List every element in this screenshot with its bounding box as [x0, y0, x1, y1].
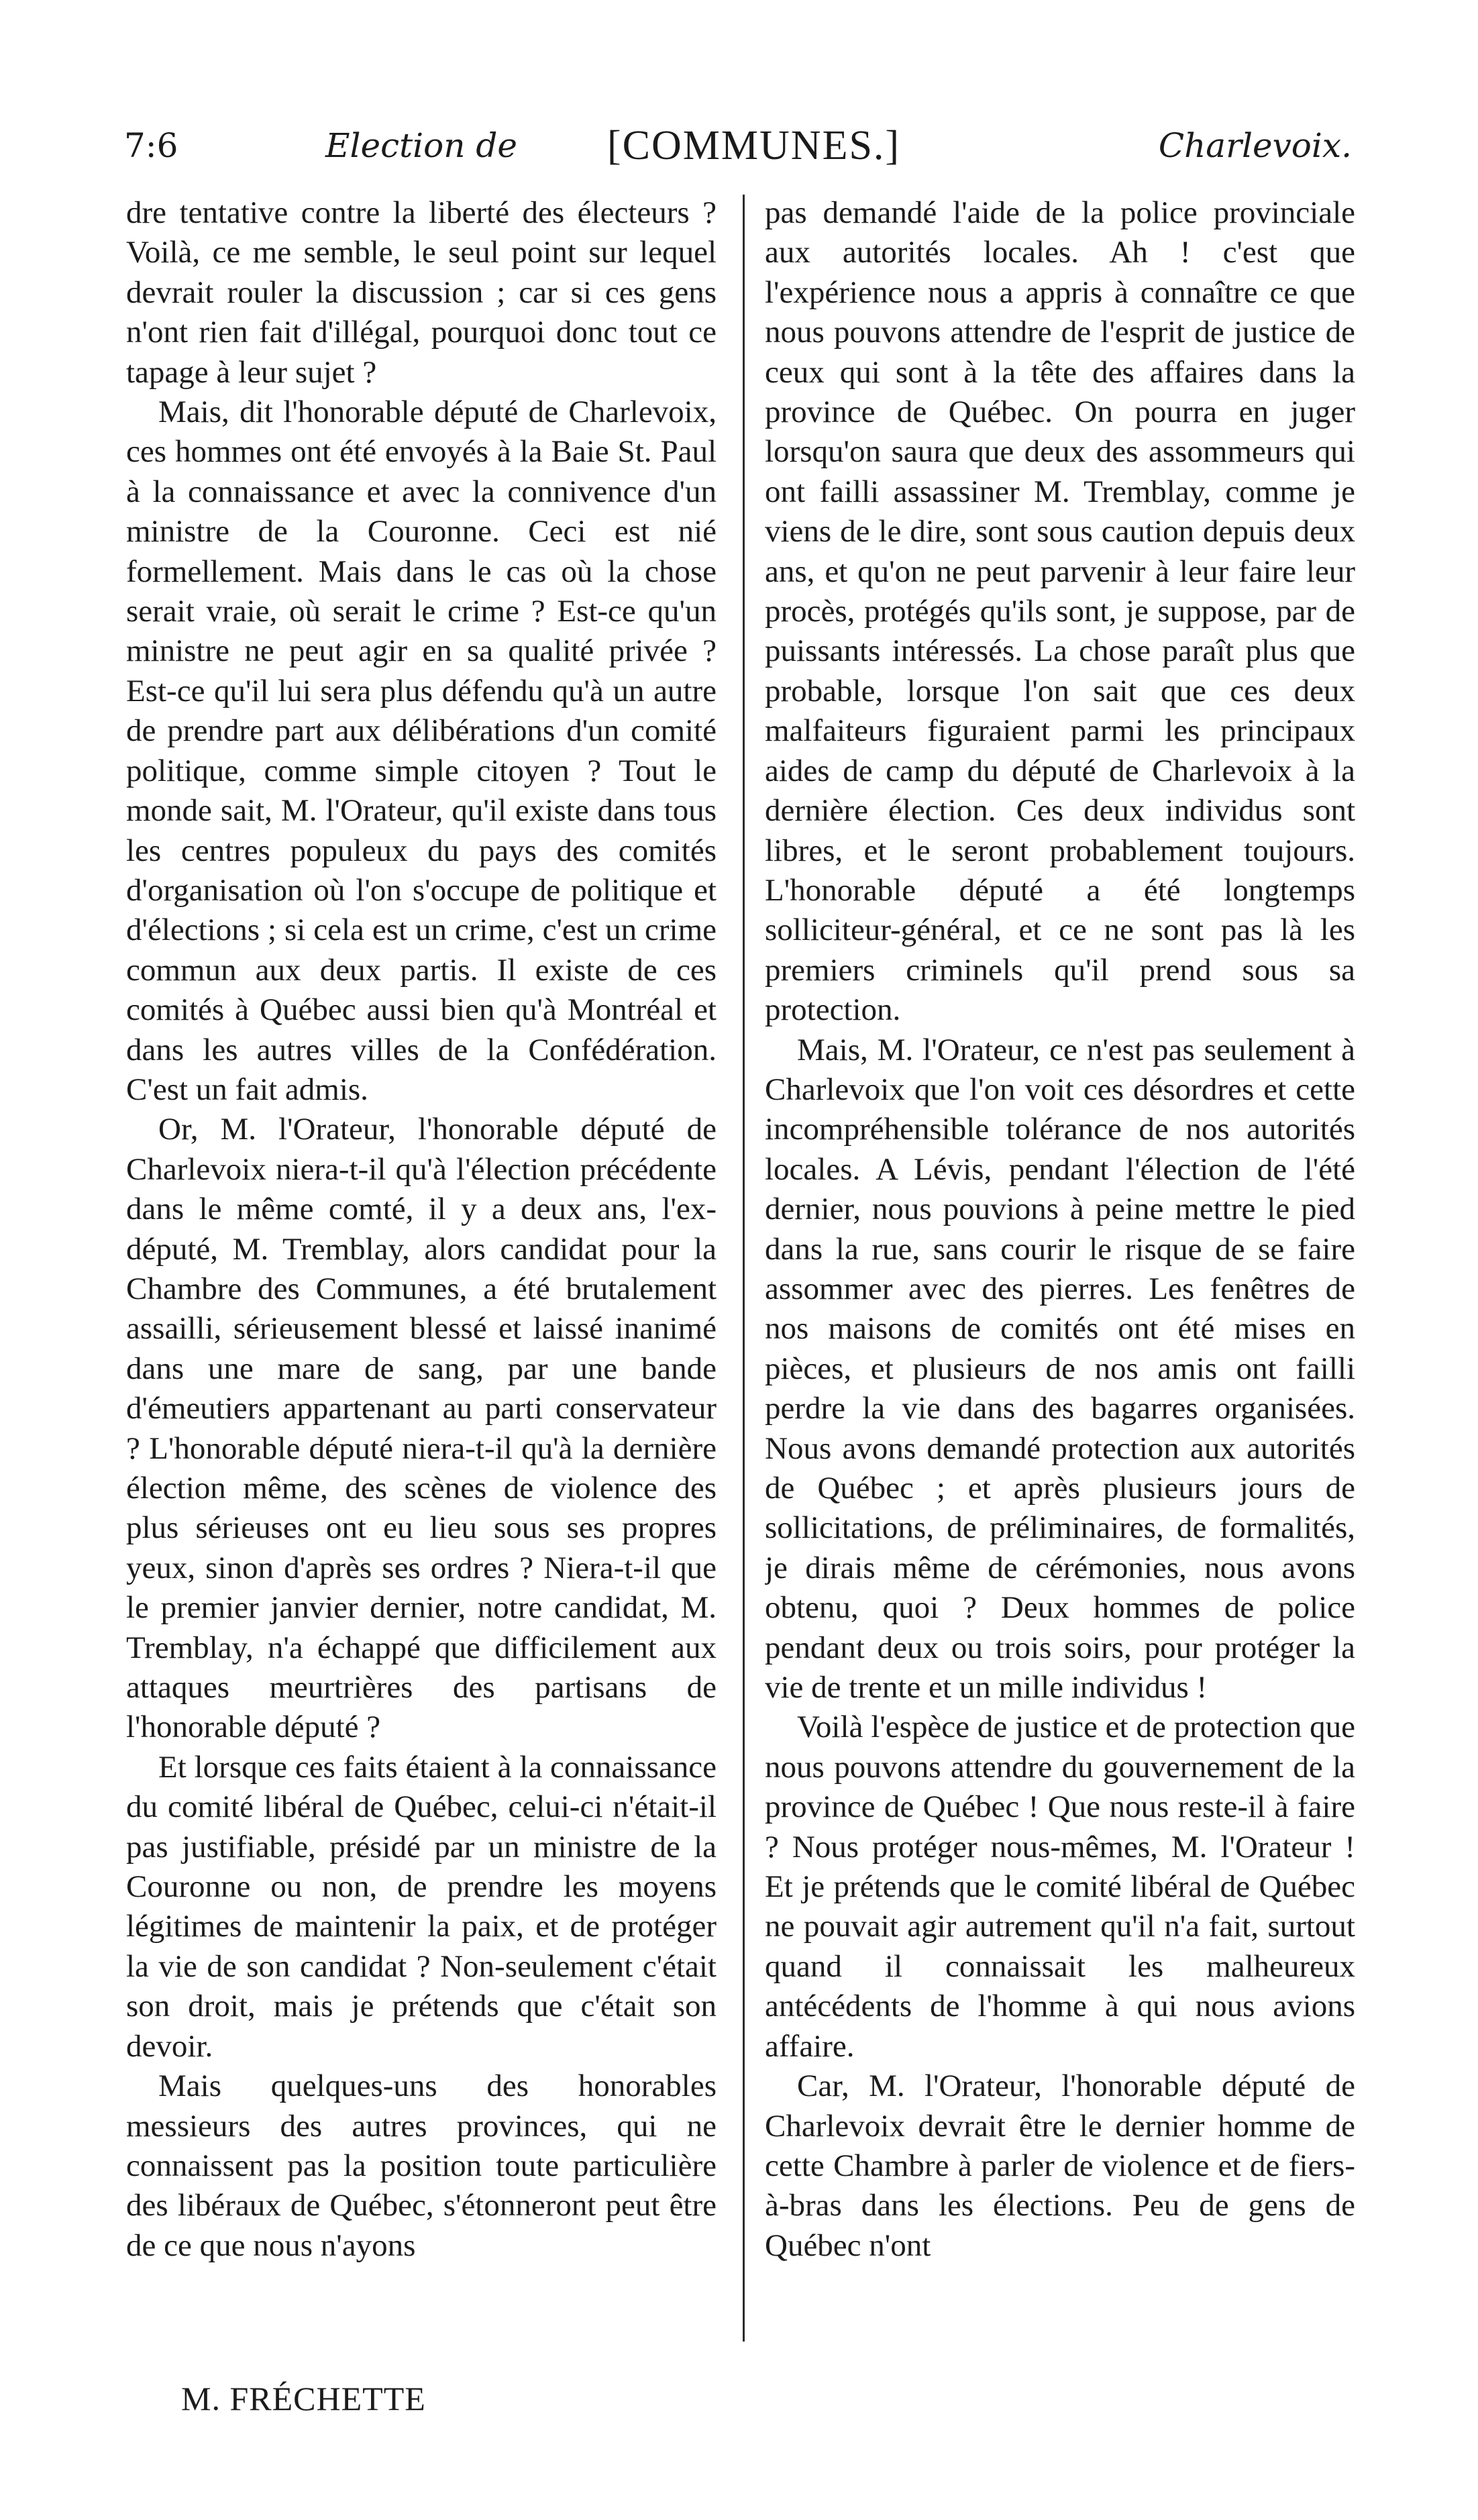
paragraph: Mais, M. l'Orateur, ce n'est pas seulement à Charlevoix que l'on voit ces désordres et cette incompréhensible tolérance de nos autorités locales. A Lévis, pendant l'élection de l'été dernier, nous pouvions à peine mettre le pied dans la rue, sans courir le risque de se faire assommer avec des pierres. Les fenêtres de nos maisons de comités ont été mises en pièces, et plusieurs de nos amis ont failli perdre la vie dans des bagarres organisées. Nous avons demandé protection aux autorités de Québec ; et après plusieurs jours de sollicitations, de préliminaires, de formalités, je dirais même de cérémonies, nous avons obtenu, quoi ? Deux hommes de police pendant deux ou trois soirs, pour protéger la vie de trente et un mille individus !: [765, 1032, 1355, 1705]
paragraph: Mais, dit l'honorable député de Charlevoix, ces hommes ont été envoyés à la Baie St. Paul à la connaissance et avec la connivence d'un ministre de la Couronne. Ceci est nié formellement. Mais dans le cas où la chose serait vraie, où serait le crime ? Est-ce qu'un ministre ne peut agir en sa qualité privée ? Est-ce qu'il lui sera plus défendu qu'à un autre de prendre part aux délibérations d'un comité politique, comme simple citoyen ? Tout le monde sait, M. l'Orateur, qu'il existe dans tous les centres populeux du pays des comités d'organisation où l'on s'occupe de politique et d'élections ; si cela est un crime, c'est un crime commun aux deux partis. Il existe de ces comités à Québec aussi bien qu'à Montréal et dans les autres villes de la Confédération. C'est un fait admis.: [126, 395, 717, 1107]
paragraph: Et lorsque ces faits étaient à la connaissance du comité libéral de Québec, celui-ci n'était-il pas justifiable, présidé par un ministre de la Couronne ou non, de prendre les moyens légitimes de maintenir la paix, et de protéger la vie de son candidat ? Non-seulement c'était son droit, mais je prétends que c'était son devoir.: [126, 1749, 717, 2064]
column-divider: [743, 195, 745, 2342]
running-header: [124, 113, 1372, 187]
left-column: [126, 193, 717, 2340]
speaker-name: M. FRÉCHETTE: [181, 2380, 426, 2417]
paragraph: Car, M. l'Orateur, l'honorable député de Charlevoix devrait être le dernier homme de cette Chambre à parler de violence et de fiers-à-bras dans les élections. Peu de gens de Québec n'ont: [765, 2068, 1355, 2263]
paragraph: Or, M. l'Orateur, l'honorable député de Charlevoix niera-t-il qu'à l'élection précédente dans le même comté, il y a deux ans, l'ex-député, M. Tremblay, alors candidat pour la Chambre des Communes, a été brutalement assailli, sérieusement blessé et laissé inanimé dans une mare de sang, par une bande d'émeutiers appartenant au parti conservateur ? L'honorable député niera-t-il qu'à la dernière élection même, des scènes de violence des plus sérieuses ont eu lieu sous ses propres yeux, sinon d'après ses ordres ? Niera-t-il que le premier janvier dernier, notre candidat, M. Tremblay, n'a échappé que difficilement aux attaques meurtrières des partisans de l'honorable député ?: [126, 1112, 717, 1745]
paragraph: Mais quelques-uns des honorables messieurs des autres provinces, qui ne connaissent pas la position toute particulière des libéraux de Québec, s'étonneront peut être de ce que nous n'ayons: [126, 2068, 717, 2263]
header-center-title: [COMMUNES.]: [607, 123, 901, 168]
paragraph: Voilà l'espèce de justice et de protection que nous pouvons attendre du gouvernement de la province de Québec ! Que nous reste-il à faire ? Nous protéger nous-mêmes, M. l'Orateur ! Et je prétends que le comité libéral de Québec ne pouvait agir autrement qu'il n'a fait, surtout quand il connaissait les malheureux antécédents de l'homme à qui nous avions affaire.: [765, 1710, 1355, 2064]
page-number: 7:6: [124, 126, 178, 165]
header-right-title: Charlevoix.: [1158, 126, 1352, 165]
header-left-title: Election de: [325, 126, 517, 165]
right-column: [765, 193, 1355, 2340]
paragraph: pas demandé l'aide de la police provinciale aux autorités locales. Ah ! c'est que l'expérience nous a appris à connaître ce que nous pouvons attendre de l'esprit de justice de ceux qui sont à la tête des affaires dans la province de Québec. On pourra en juger lorsqu'on saura que deux des assommeurs qui ont failli assassiner M. Tremblay, comme je viens de le dire, sont sous caution depuis deux ans, et qu'on ne peut parvenir à leur faire leur procès, protégés qu'ils sont, je suppose, par de puissants intéressés. La chose paraît plus que probable, lorsque l'on sait que ces deux malfaiteurs figuraient parmi les principaux aides de camp du député de Charlevoix à la dernière élection. Ces deux individus sont libres, et le seront probablement toujours. L'honorable député a été longtemps solliciteur-général, et ce ne sont pas là les premiers criminels qu'il prend sous sa protection.: [765, 195, 1355, 1028]
paragraph: dre tentative contre la liberté des électeurs ? Voilà, ce me semble, le seul point sur lequel devrait rouler la discussion ; car si ces gens n'ont rien fait d'illégal, pourquoi donc tout ce tapage à leur sujet ?: [126, 195, 717, 390]
